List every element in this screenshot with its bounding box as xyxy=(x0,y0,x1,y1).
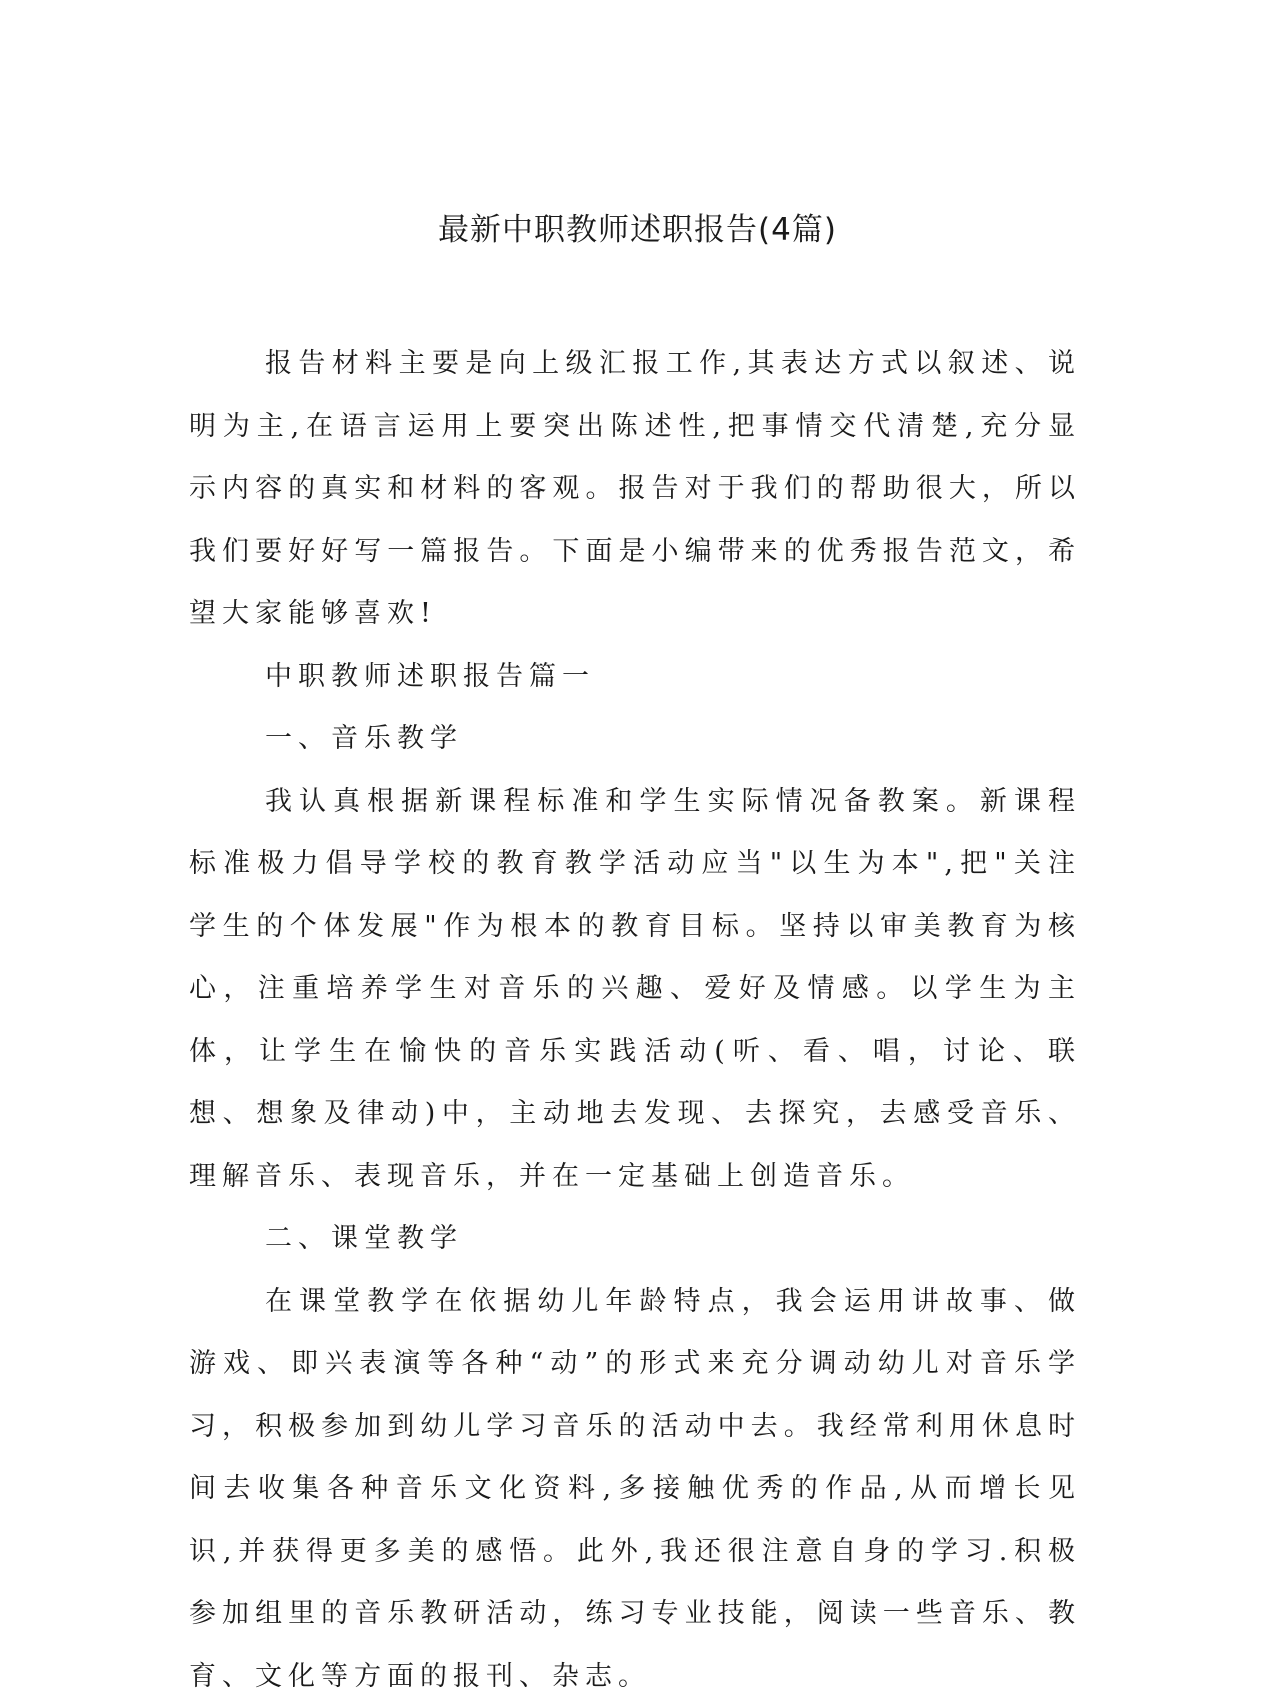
classroom-teaching-paragraph: 在课堂教学在依据幼儿年龄特点，我会运用讲故事、做游戏、即兴表演等各种“动”的形式来充分调动幼儿对音乐学习，积极参加到幼儿学习音乐的活动中去。我经常利用休息时间去收集各种音乐文化资料,多接触优秀的作品,从而增长见识,并获得更多美的感悟。此外,我还很注意自身的学习.积极参加组里的音乐教研活动，练习专业技能，阅读一些音乐、教育、文化等方面的报刊、杂志。 xyxy=(189,1271,1081,1708)
subheading-music-teaching: 一、音乐教学 xyxy=(189,708,1081,771)
subheading-classroom-teaching: 二、课堂教学 xyxy=(189,1208,1081,1271)
document-body xyxy=(189,333,1081,1708)
document-title: 最新中职教师述职报告(4篇) xyxy=(0,210,1275,250)
section-heading-part-one: 中职教师述职报告篇一 xyxy=(189,646,1081,709)
music-teaching-paragraph: 我认真根据新课程标准和学生实际情况备教案。新课程标准极力倡导学校的教育教学活动应当"以生为本",把"关注学生的个体发展"作为根本的教育目标。坚持以审美教育为核心，注重培养学生对音乐的兴趣、爱好及情感。以学生为主体，让学生在愉快的音乐实践活动(听、看、唱，讨论、联想、想象及律动)中，主动地去发现、去探究，去感受音乐、理解音乐、表现音乐，并在一定基础上创造音乐。 xyxy=(189,771,1081,1209)
intro-paragraph: 报告材料主要是向上级汇报工作,其表达方式以叙述、说明为主,在语言运用上要突出陈述性,把事情交代清楚,充分显示内容的真实和材料的客观。报告对于我们的帮助很大，所以我们要好好写一篇报告。下面是小编带来的优秀报告范文，希望大家能够喜欢! xyxy=(189,333,1081,646)
